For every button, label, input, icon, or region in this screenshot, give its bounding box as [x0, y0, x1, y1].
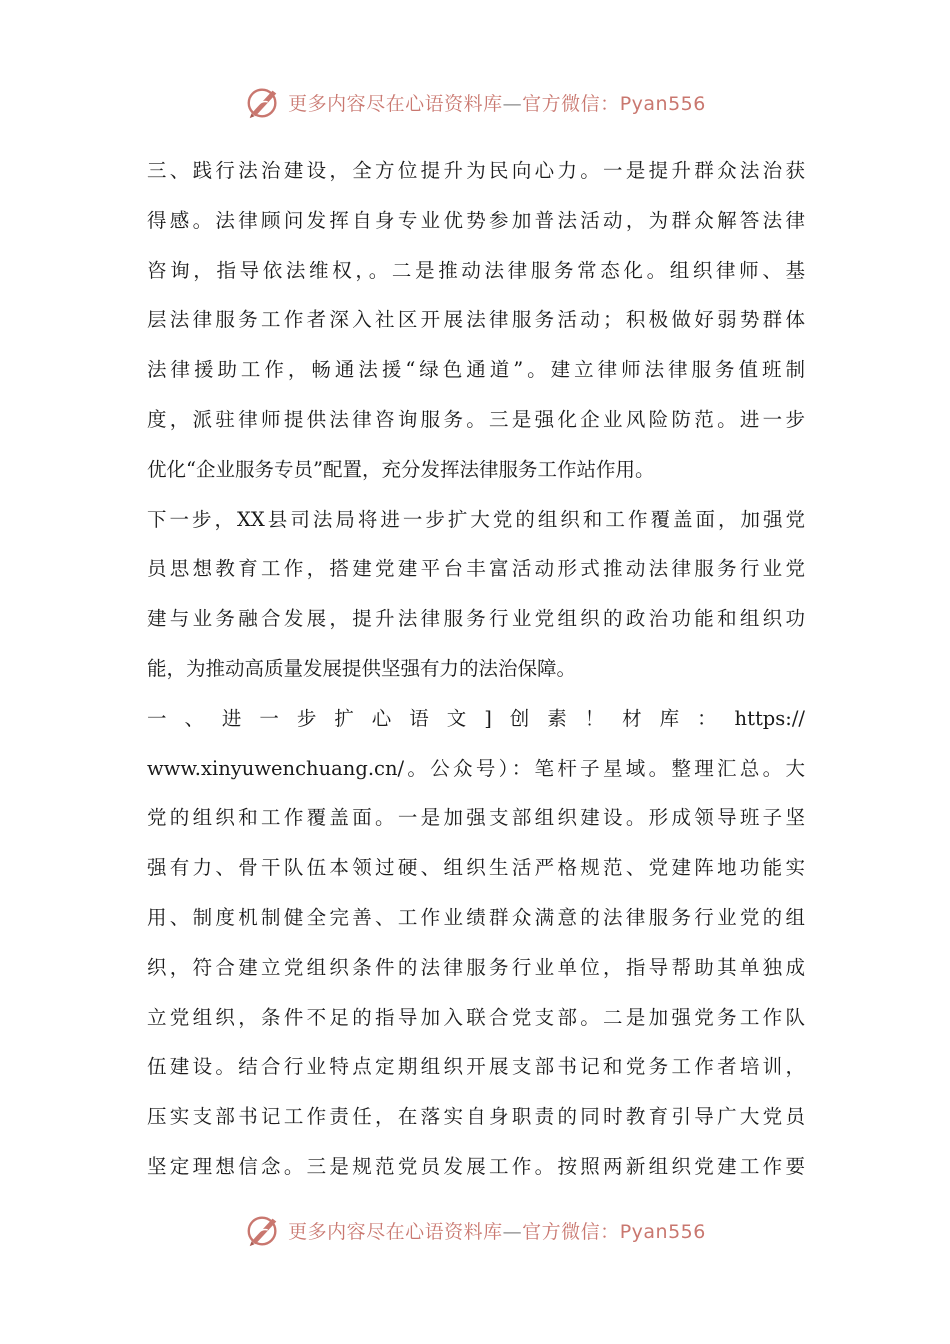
pen-in-circle-icon — [244, 1211, 282, 1249]
banner-main: 更多内容尽在心语资料库 — [288, 92, 503, 115]
banner-text — [288, 1217, 706, 1244]
document-body — [147, 146, 805, 1192]
text-line: 法律援助工作，畅通法援“绿色通道”。建立律师法律服务值班制 — [147, 358, 805, 382]
banner-sep: — — [502, 1220, 523, 1243]
text-line: 得感。法律顾问发挥自身专业优势参加普法活动，为群众解答法律 — [147, 208, 805, 232]
text-line: 员思想教育工作，搭建党建平台丰富活动形式推动法律服务行业党 — [147, 557, 805, 581]
banner-sep: — — [502, 92, 523, 115]
text-line: 优化“企业服务专员”配置，充分发挥法律服务工作站作用。 — [147, 457, 655, 481]
pen-in-circle-icon — [244, 83, 282, 121]
text-line: 党的组织和工作覆盖面。一是加强支部组织建设。形成领导班子坚 — [147, 806, 805, 830]
banner-id: Pyan556 — [619, 92, 706, 115]
text-line: 三、践行法治建设，全方位提升为民向心力。一是提升群众法治获 — [147, 159, 805, 182]
footer-watermark-banner — [0, 1210, 950, 1250]
text-line: 建与业务融合发展，提升法律服务行业党组织的政治功能和组织功 — [147, 607, 805, 631]
banner-wechat: 官方微信： — [522, 1220, 620, 1243]
text-line: 咨询，指导依法维权，。二是推动法律服务常态化。组织律师、基 — [147, 258, 805, 282]
text-line: 立党组织，条件不足的指导加入联合党支部。二是加强党务工作队 — [147, 1005, 805, 1029]
banner-main: 更多内容尽在心语资料库 — [288, 1220, 503, 1243]
text-line: 一、进一步扩心语文]创素！材库：https:// — [147, 706, 805, 730]
text-line: 压实支部书记工作责任，在落实自身职责的同时教育引导广大党员 — [147, 1105, 805, 1129]
header-watermark-banner — [0, 82, 950, 122]
banner-text — [288, 89, 706, 116]
text-line: www.xinyuwenchuang.cn/。公众号）：笔杆子星域。整理汇总。大 — [147, 756, 805, 780]
text-line: 坚定理想信念。三是规范党员发展工作。按照两新组织党建工作要 — [147, 1154, 805, 1178]
banner-wechat: 官方微信： — [522, 92, 620, 115]
text-line: 层法律服务工作者深入社区开展法律服务活动；积极做好弱势群体 — [147, 308, 805, 332]
text-line: 用、制度机制健全完善、工作业绩群众满意的法律服务行业党的组 — [147, 905, 805, 929]
text-line: 织，符合建立党组织条件的法律服务行业单位，指导帮助其单独成 — [147, 955, 805, 979]
text-line: 度，派驻律师提供法律咨询服务。三是强化企业风险防范。进一步 — [147, 407, 805, 431]
banner-id: Pyan556 — [619, 1220, 706, 1243]
text-line: 强有力、骨干队伍本领过硬、组织生活严格规范、党建阵地功能实 — [147, 856, 805, 880]
text-line: 伍建设。结合行业特点定期组织开展支部书记和党务工作者培训， — [147, 1055, 805, 1079]
text-line: 能，为推动高质量发展提供坚强有力的法治保障。 — [147, 656, 577, 680]
text-line: 下一步，XX县司法局将进一步扩大党的组织和工作覆盖面，加强党 — [147, 507, 805, 531]
